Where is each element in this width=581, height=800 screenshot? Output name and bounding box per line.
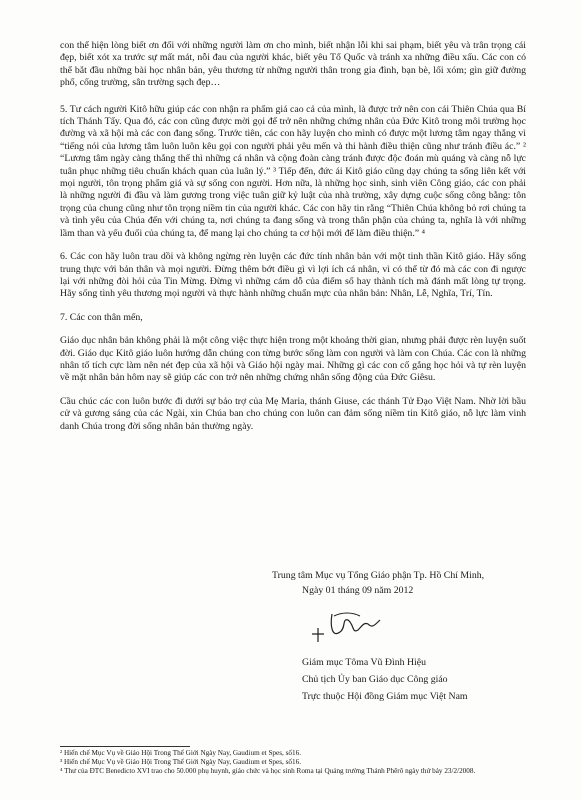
footnote-3: ³ Hiến chế Mục Vụ về Giáo Hội Trong Thế Giới Ngày Nay, Gaudium et Spes, số16. bbox=[60, 758, 301, 766]
paragraph-blessing: Cầu chúc các con luôn bước đi dưới sự bảo trợ của Mẹ Maria, thánh Giuse, các thánh Tử Đạo Việt Nam. Nhờ lời bầu cử và gương sáng của các Ngài, xin Chúa ban cho chúng con luôn can đảm sống niềm tin Kitô giáo, nỗ lực làm vinh danh Chúa trong đời sống nhân bản thường ngày. bbox=[60, 395, 526, 432]
signer-title: Chủ tịch Ủy ban Giáo dục Công giáo bbox=[302, 674, 448, 685]
signer-name: Giám mục Tôma Vũ Đình Hiệu bbox=[302, 657, 426, 668]
handwritten-signature bbox=[302, 606, 392, 646]
paragraph-7-body: Giáo dục nhân bản không phải là một công việc thực hiện trong một khoảng thời gian, nhưng phải được rèn luyện suốt đời. Giáo dục Kitô giáo luôn hướng dẫn chúng con từng bước sống làm con người và làm con Chúa. Các con là những nhân tố tích cực làm nên nét đẹp của xã hội và Giáo hội ngày mai. Những gì các con cố gắng học hỏi và tự rèn luyện về mặt nhân bản hôm nay sẽ giúp các con trở nên những chứng nhân sống động của Đức Giêsu. bbox=[60, 335, 526, 384]
paragraph-7-heading: 7. Các con thân mến, bbox=[60, 311, 143, 323]
signer-affiliation: Trực thuộc Hội đồng Giám mục Việt Nam bbox=[302, 691, 468, 702]
footnotes bbox=[60, 749, 530, 776]
closing-date: Ngày 01 tháng 09 năm 2012 bbox=[302, 585, 414, 596]
letter-body bbox=[60, 40, 526, 444]
footnote-4: ⁴ Thư của ĐTC Benedicto XVI trao cho 50.000 phụ huynh, giáo chức và học sinh Roma tại Quảng trường Thánh Phêrô ngày thứ bảy 23/2/2008. bbox=[60, 767, 476, 775]
footnote-2: ² Hiến chế Mục Vụ về Giáo Hội Trong Thế Giới Ngày Nay, Gaudium et Spes, số16. bbox=[60, 749, 301, 757]
footnote-divider bbox=[60, 746, 190, 747]
paragraph-intro-continued: con thể hiện lòng biết ơn đối với những người làm ơn cho mình, biết nhận lỗi khi sai phạm, biết yêu và trân trọng cái đẹp, biết xót xa trước sự mất mát, nỗi đau của người khác, biết yêu Tổ Quốc và tránh xa những điều xấu. Các con có thể bắt đầu những bài học nhân bản, yêu thương từ những người thân trong gia đình, bạn bè, lối xóm; gìn giữ đường phố, cống trường, sân trường sạch đẹp… bbox=[60, 40, 526, 89]
paragraph-6: 6. Các con hãy luôn trau dồi và không ngừng rèn luyện các đức tính nhân bản với một tinh thần Kitô giáo. Hãy sống trung thực với bản thân và mọi người. Đừng thêm bớt điều gì vì lợi ích cá nhân, vì có thể từ đó mà các con đi ngược lại với những đòi hỏi của Tin Mừng. Đừng vì những cám dỗ của điểm số hay thành tích mà đánh mất lòng tự trọng. Hãy sống tình yêu thương mọi người và thực hành những chuẩn mực của nhân bản: Nhân, Lễ, Nghĩa, Trí, Tín. bbox=[60, 251, 526, 300]
closing-org: Trung tâm Mục vụ Tổng Giáo phận Tp. Hồ Chí Minh, bbox=[272, 570, 485, 581]
closing-block bbox=[272, 568, 572, 598]
paragraph-5: 5. Tư cách người Kitô hữu giúp các con nhận ra phẩm giá cao cả của mình, là được trở nên con cái Thiên Chúa qua Bí tích Thánh Tẩy. Qua đó, các con cũng được mời gọi để trở nên những chứng nhân của Đức Kitô trong môi trường học đường và xã hội mà các con đang sống. Trước tiên, các con hãy luyện cho mình có được một lương tâm ngay thẳng vì “tiếng nói của lương tâm luôn luôn kêu gọi con người phải yêu mến và thi hành điều thiện cũng như tránh điều ác.” ² “Lương tâm ngày càng thắng thế thì những cá nhân và cộng đoàn càng tránh được độc đoán mù quáng và càng nỗ lực tuân phục những tiêu chuẩn khách quan của luân lý.” ³ Tiếp đến, đức ái Kitô giáo cũng dạy chúng ta sống liên kết với mọi người, tôn trọng phẩm giá và sự sống con người. Hơn nữa, là những học sinh, sinh viên Công giáo, các con phải là những người đi đầu và làm gương trong việc tuân giữ kỷ luật của nhà trường, xây dựng cuộc sống công bằng: tôn trọng của chung cũng như tôn trọng niềm tin của người khác. Các con hãy tin rằng “Thiên Chúa không bỏ rơi chúng ta và tình yêu của Chúa đến với chúng ta, nơi chúng ta đang sống và trong thân phận của chúng ta, nghĩa là với những lầm than và yếu đuối của chúng ta, để mang lại cho chúng ta cơ hội mới để làm điều thiện.” ⁴ bbox=[60, 103, 526, 239]
signer-block bbox=[302, 654, 468, 705]
